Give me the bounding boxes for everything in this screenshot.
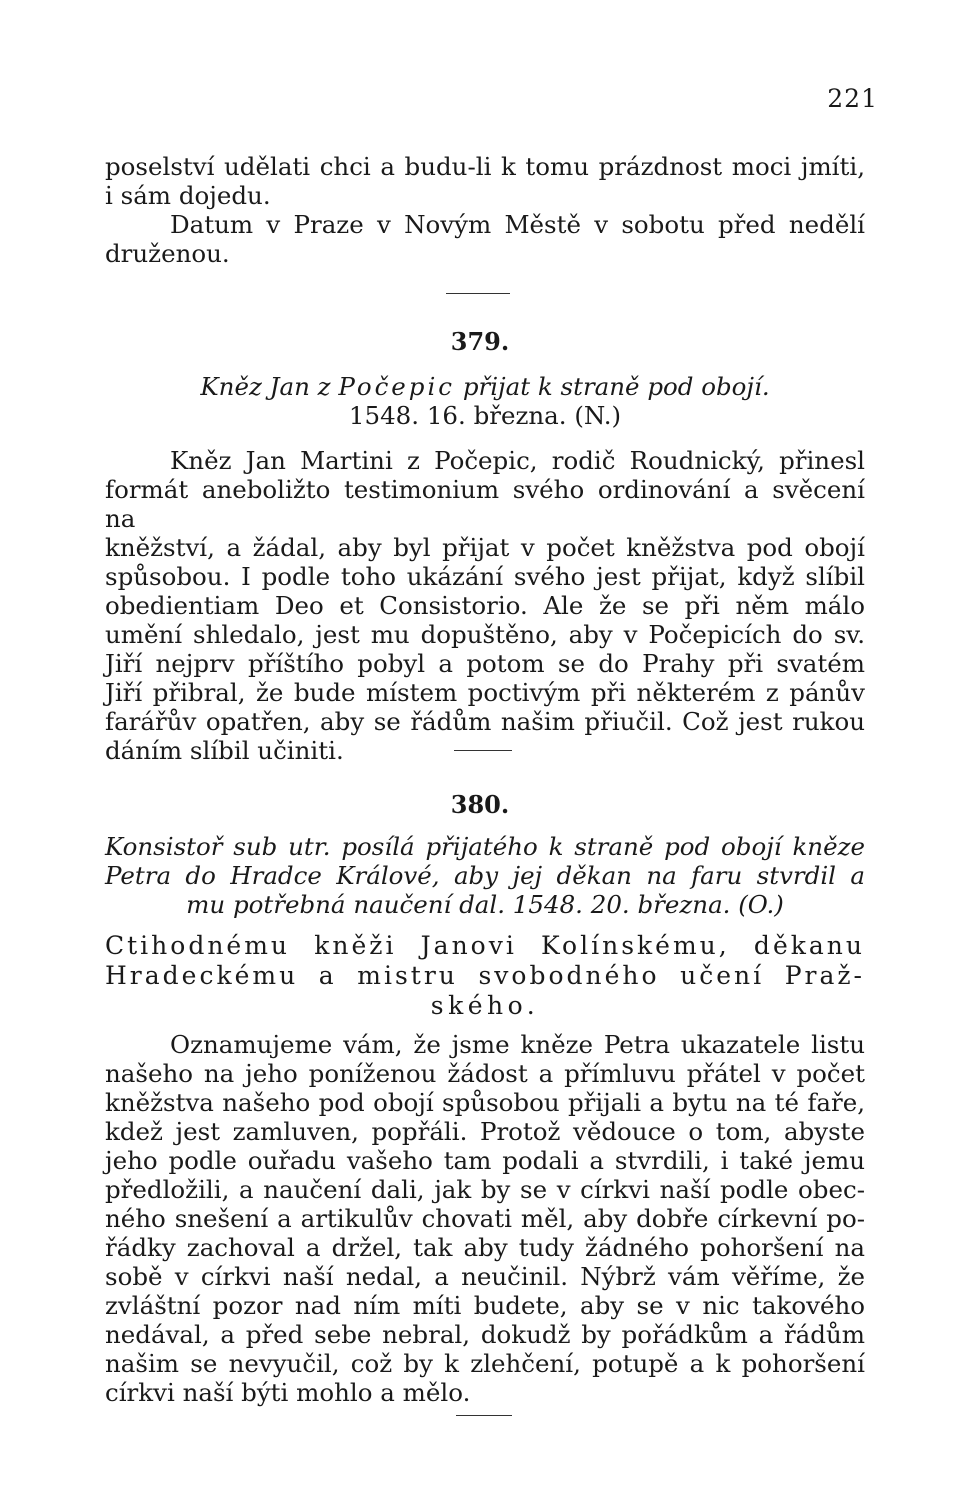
document-number-380: 380. [450,790,510,819]
text-line: Petra do Hradce Králové, aby jej děkan na faru stvrdil a [105,861,865,890]
text-line: i sám dojedu. [105,181,271,210]
text-line: ského. [430,991,540,1020]
text-line: kněžství, a žádal, aby byl přijat v počet kněžstva pod obojí [105,533,865,562]
text-line: Jiří nejprv příštího pobyl a potom se do Prahy při svatém [105,649,865,678]
document-380-address [105,931,865,1021]
title-part: přijat k straně pod obojí. [455,372,770,401]
text-line: farářův opatřen, aby se řádům našim přiučil. Což jest rukou [105,707,865,736]
text-line: církvi naší býti mohlo a mělo. [105,1378,471,1407]
text-line: nedával, a před sebe nebral, dokudž by pořádkům a řádům [105,1320,865,1349]
text-line: předložili, a naučení dali, jak by se v církvi naší podle obec- [105,1175,865,1204]
document-number-379: 379. [450,327,510,356]
text-line: dáním slíbil učiniti. [105,736,344,765]
text-line: jeho podle ouřadu vašeho tam podali a stvrdili, i také jemu [105,1146,865,1175]
text-line: Datum v Praze v Novým Městě v sobotu před nedělí [170,210,865,239]
separator-rule [454,750,512,751]
text-line: formát aneboližto testimonium svého ordinování a svěcení na [105,475,865,533]
text-line: Hradeckému a mistru svobodného učení Praž- [105,961,865,990]
text-line: Jiří přibral, že bude místem poctivým při některém z pánův [105,678,865,707]
text-line: Konsistoř sub utr. posílá přijatého k straně pod obojí kněze [105,832,865,861]
text-line: obedientiam Deo et Consistorio. Ale že se při něm málo [105,591,865,620]
text-line: zvláštní pozor nad ním míti budete, aby se v nic takového [105,1291,865,1320]
text-line: ného snešení a artikulův chovati měl, aby dobře církevní po- [105,1204,865,1233]
text-line: Kněz Jan Martini z Počepic, rodič Roudnický, přinesl [170,446,865,475]
separator-rule [456,1415,512,1416]
text-line: kněžstva našeho pod obojí spůsobou přijali a bytu na té faře, [105,1088,865,1117]
title-part: Kněz Jan z [200,372,339,401]
title-place-name: Počepic [338,372,456,401]
text-line: řádky zachoval a držel, tak aby tudy žádného pohoršení na [105,1233,865,1262]
text-line: sobě v církvi naší nedal, a neučinil. Nýbrž vám věříme, že [105,1262,865,1291]
document-379-body [105,446,865,765]
text-line: druženou. [105,239,230,268]
text-line: mu potřebná naučení dal. 1548. 20. března. (O.) [186,890,784,919]
text-line: spůsobou. I podle toho ukázání svého jest přijat, když slíbil [105,562,865,591]
separator-rule [446,293,510,294]
document-379-date: 1548. 16. března. (N.) [348,401,622,430]
text-line: poselství udělati chci a budu-li k tomu prázdnost moci jmíti, [105,152,865,181]
document-380-heading [105,832,865,919]
text-line: umění shledalo, jest mu dopuštěno, aby v Počepicích do sv. [105,620,865,649]
text-line: kdež jest zamluven, popřáli. Protož vědouce o tom, abyste [105,1117,865,1146]
intro-paragraph [105,152,865,268]
text-line: Oznamujeme vám, že jsme kněze Petra ukazatele listu [170,1030,865,1059]
page-number: 221 [827,84,878,113]
text-line: našeho na jeho poníženou žádost a přímluvu přátel v počet [105,1059,865,1088]
document-380-body [105,1030,865,1407]
text-line: Ctihodnému kněži Janovi Kolínskému, děkanu [105,931,865,960]
document-379-title [105,372,865,401]
text-line: našim se nevyučil, což by k zlehčení, potupě a k pohoršení [105,1349,865,1378]
